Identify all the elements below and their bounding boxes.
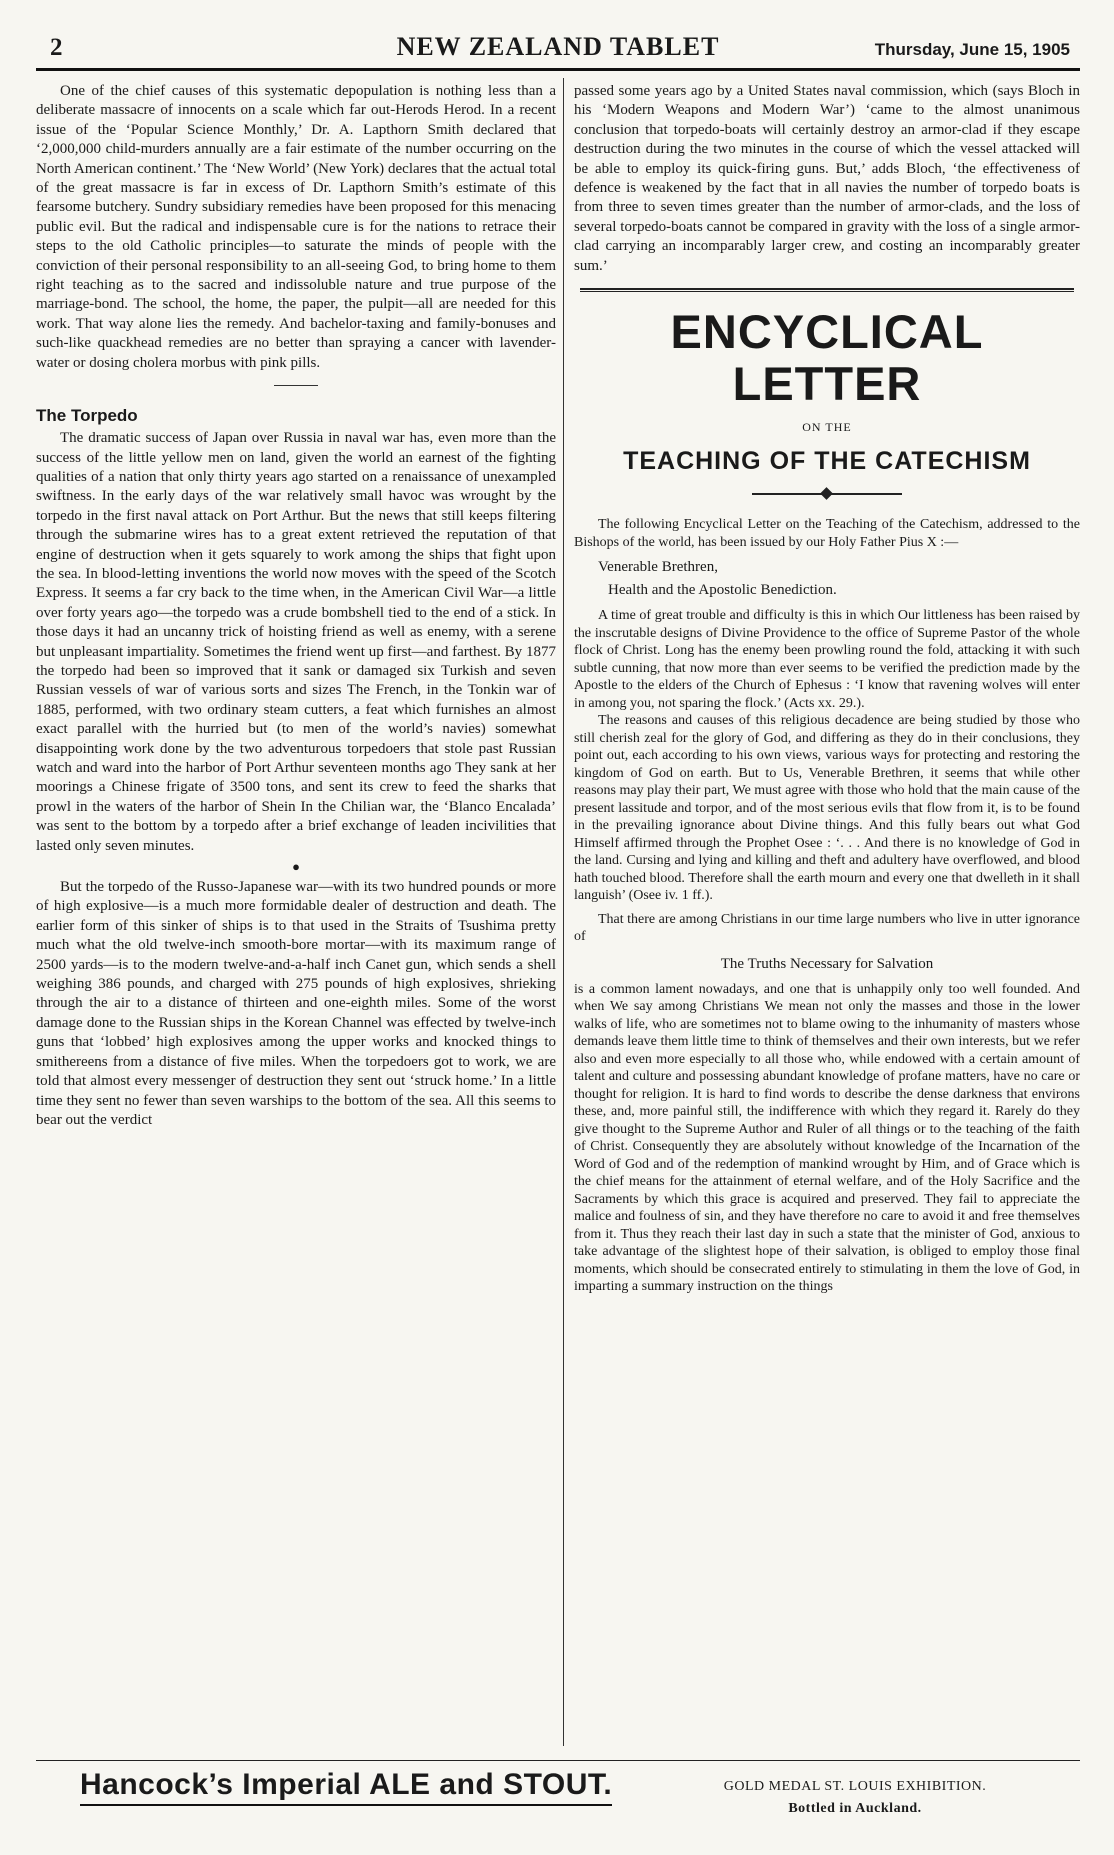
newspaper-title: NEW ZEALAND TABLET: [396, 32, 720, 61]
encyclical-paragraph-1: A time of great trouble and difficulty is this in which Our littleness has been raised by the inscrutable designs of Divine Providence to the office of Supreme Pastor of the whole flock of Christ. Long has the enemy been prowling round the fold, attacking it with such subtle cunning, that now more than ever seems to be verified the prediction made by the Apostle to the elders of the Church of Ephesus : ‘I know that ravening wolves will enter in among you, not sparing the flock.’ (Acts xx. 29.).: [574, 608, 1080, 711]
depopulation-paragraph: One of the chief causes of this systematic depopulation is nothing less than a deliberate massacre of innocents on a scale which far out-Herods Herod. In a recent issue of the ‘Popular Science Monthly,’ Dr. A. Lapthorn Smith declared that ‘2,000,000 child-murders annually are a fair estimate of the number occurring on the North American continent.’ The ‘New World’ (New York) declares that the actual total of the great massacre is far in excess of Dr. Lapthorn Smith’s estimate of this fearsome butchery. Sundry subsidiary remedies have been proposed for this menacing public evil. But the radical and indispensable cure is for the nations to retrace their steps to the old Catholic principles—to saturate the minds of people with the conviction of their personal responsibility to an all-seeing God, to bring home to them right teaching as to the sacred and indissoluble nature and true purpose of the marriage-bond. The school, the home, the paper, the pulpit—all are needed for this work. That way alone lies the remedy. And bachelor-taxing and family-bonuses and such-like quackhead remedies are no better than spraying a cancer with lavender-water or dosing cholera morbus with pink pills.: [36, 83, 556, 371]
torpedo-paragraph-2: But the torpedo of the Russo-Japanese war—with its two hundred pounds or more of high explosive—is a much more formidable dealer of destruction and death. The earlier form of this sinker of ships is to that used in the Straits of Tsushima pretty much what the old twelve-inch smooth-bore mortar—with its maximum range of 2500 yards—is to the modern twelve-and-a-half inch Canet gun, which sends a shell weighing 386 pounds, and charged with 275 pounds of high explosives, shrieking through the air to a distance of thirteen and one-eighth miles. Some of the worst damage done to the Russian ships in the Korean Channel was effected by twelve-inch guns that ‘lobbed’ high explosives among the upper works and knocked things to smithereens from a distance of five miles. When the torpedoers got to work, we are told that almost every messenger of destruction they sent out ‘struck home.’ In a little time they sent no fewer than seven warships to the bottom of the sea. All this seems to bear out the verdict: [36, 879, 556, 1128]
encyclical-paragraph-3: That there are among Christians in our time large numbers who live in utter ignorance of: [574, 911, 1080, 945]
bullet-separator: ●: [292, 859, 300, 875]
ornament-divider: [752, 486, 902, 502]
article-divider: [580, 288, 1074, 292]
bottled-text: Bottled in Auckland.: [788, 1801, 922, 1816]
encyclical-paragraph-2: The reasons and causes of this religious decadence are being studied by those who still cherish zeal for the glory of God, and differing as they do in their conclusions, they point out, each according to his own views, various ways for protecting and restoring the kingdom of God on earth. But to Us, Venerable Brethren, it seems that while other reasons may play their part, We must agree with those who hold that the main cause of the present lassitude and torpor, and of the most serious evils that flow from it, is to be found in the prevailing ignorance about Divine things. And this fully bears out what God Himself affirmed through the Prophet Osee : ‘. . . And there is no knowledge of God in the land. Cursing and lying and killing and theft and adultery have overflowed, and blood hath touched blood. Therefore shall the earth mourn and every one that dwelleth in it shall languish’ (Osee iv. 1 ff.).: [574, 713, 1080, 904]
page-number: 2: [50, 34, 63, 61]
left-column: [36, 82, 556, 1742]
ale-advertisement: Hancock’s Imperial ALE and STOUT.: [80, 1768, 612, 1806]
gold-medal-text: GOLD MEDAL ST. LOUIS EXHIBITION.: [723, 1779, 987, 1794]
benediction: Health and the Apostolic Benediction.: [608, 582, 837, 599]
torpedo-continuation: passed some years ago by a United States naval commission, which (says Bloch in his ‘Modern Weapons and Modern War’) ‘came to the almost unanimous conclusion that torpedo-boats will certainly destroy an armor-clad if they escape destruction during the two minutes in the course of which the vessel attacked will be able to employ its quick-firing guns. But,’ adds Bloch, ‘the effectiveness of defence is weakened by the fact that in all navies the number of torpedo boats is from three to seven times greater than the number of armor-clads, and the loss of several torpedo-boats cannot be compared in gravity with the loss of a single armor-clad carrying an incomparably larger crew, and costing an incomparably greater sum.’: [574, 83, 1080, 274]
encyclical-subtitle: TEACHING OF THE CATECHISM: [623, 447, 1031, 476]
exhibition-notice: [690, 1776, 1020, 1820]
masthead: [36, 28, 1080, 71]
section-divider: [274, 385, 318, 386]
column-divider: [563, 78, 564, 1746]
issue-date: Thursday, June 15, 1905: [874, 40, 1070, 59]
salutation: Venerable Brethren,: [598, 559, 718, 576]
section-caption: The Truths Necessary for Salvation: [720, 955, 934, 972]
encyclical-intro: The following Encyclical Letter on the Teaching of the Catechism, addressed to the Bishops of the world, has been issued by our Holy Father Pius X :—: [574, 517, 1080, 550]
torpedo-heading: The Torpedo: [36, 406, 138, 426]
footer-divider: [36, 1760, 1080, 1761]
encyclical-paragraph-4: is a common lament nowadays, and one that is unhappily only too well founded. And when We say among Christians We mean not only the masses and those in the lower walks of life, who are sometimes not to blame owing to the inhumanity of masters whose demands leave them little time to think of themselves and their own interests, but we refer also and even more especially to all those who, while endowed with a certain amount of talent and culture and possessing abundant knowledge of profane matters, have no care or thought for religion. It is hard to find words to describe the dense darkness that environs these, and, more painful still, the indifference with which they regard it. Rarely do they give thought to the Supreme Author and Ruler of all things or to the teaching of the faith of Christ. Consequently they are absolutely without knowledge of the Incarnation of the Word of God and of the redemption of mankind wrought by Him, and of Grace which is the chief means for the attainment of eternal welfare, and of the Holy Sacrifice and the Sacraments by which this grace is acquired and preserved. They fail to appreciate the malice and foulness of sin, and they have therefore no care to avoid it and free themselves from it. Thus they reach their last day in such a state that the minister of God, anxious to take advantage of the slightest hope of their salvation, is obliged to employ those final moments, which should be consecrated entirely to stimulating in them the love of God, in imparting a summary instruction on the things: [574, 981, 1080, 1295]
encyclical-title: ENCYCLICAL LETTER: [670, 305, 984, 411]
encyclical-on-the: ON THE: [802, 420, 852, 435]
right-column: [574, 82, 1080, 1742]
torpedo-paragraph-1: The dramatic success of Japan over Russia in naval war has, even more than the success of the little yellow men on land, given the world an earnest of the fighting qualities of a nation that only thirty years ago started on a renaissance of unexampled swiftness. In the early days of the war relatively small havoc was wrought by the torpedo in the first naval attack on Port Arthur. But the news that still keeps filtering through the submarine wires has to a great extent retrieved the reputation of that engine of destruction when it gets squarely to work among the ships that fight upon the sea. In blood-letting inventions the world now moves with the speed of the Scotch Express. It seems a far cry back to the time when, in the American Civil War—a little over forty years ago—the torpedo was a crude bombshell tied to the end of a stick. In those days it had an uncanny trick of hoisting friend as well as enemy, with a serene but unpleasant impartiality. Sometimes the friend went up first—and farthest. By 1877 the torpedo had been so improved that it sank or damaged six Turkish and seven Russian vessels of war of various sorts and sizes The French, in the Tonkin war of 1885, performed, with two ordinary steam cutters, a feat which furnishes an almost exact parallel with the hurried but (to men of the world’s navies) somewhat disappointing work done by the two adventurous torpedoers that stole past Russian watch and ward into the harbor of Port Arthur seventeen months ago They sank at her moorings a Chinese frigate of 3500 tons, and sent its crew to feed the sharks that prowl in the waters of the harbor of Shein In the Chilian war, the ‘Blanco Encalada’ was sent to the bottom by a torpedo after a brief exchange of leaden incivilities that lasted only seven minutes.: [36, 430, 556, 854]
